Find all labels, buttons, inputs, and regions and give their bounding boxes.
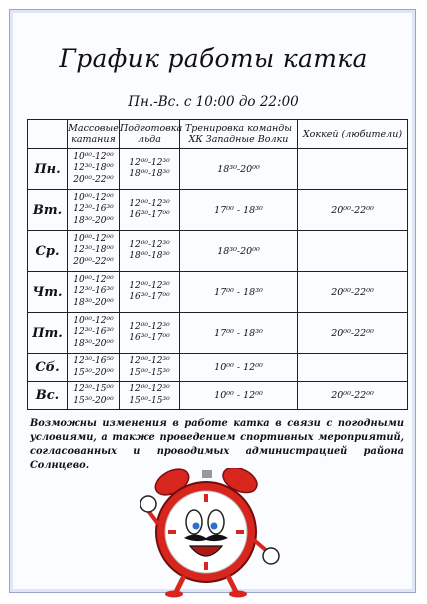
schedule-note: Возможны изменения в работе катка в связи с погодными условиями, а также проведением спортивных мероприятий, согласованных и проводимых администрацией района Солнцево. (30, 418, 404, 471)
day-label: Сб. (28, 354, 68, 382)
mass-skating-cell (68, 382, 120, 410)
ice-prep-cell (120, 272, 180, 313)
time-slot: 18⁰⁰-18³⁰ (129, 169, 170, 179)
schedule-row (28, 231, 408, 272)
time-slot: 18⁰⁰-18³⁰ (129, 251, 170, 261)
day-label: Чт. (28, 272, 68, 313)
time-slot: 18³⁰-20⁰⁰ (73, 215, 114, 226)
amateur-hockey-cell: 20⁰⁰-22⁰⁰ (298, 382, 408, 410)
header-mass-skating: Массовые катания (68, 120, 120, 149)
time-slot: 15³⁰-20⁰⁰ (73, 395, 114, 406)
ice-prep-cell (120, 354, 180, 382)
day-label: Ср. (28, 231, 68, 272)
time-slot: 15⁰⁰-15³⁰ (129, 395, 170, 406)
time-slot: 20⁰⁰-22⁰⁰ (73, 174, 114, 185)
day-label: Пт. (28, 313, 68, 354)
amateur-hockey-cell: 20⁰⁰-22⁰⁰ (298, 272, 408, 313)
day-label: Вс. (28, 382, 68, 410)
time-slot: 10⁰⁰-12⁰⁰ (73, 193, 114, 204)
schedule-table (27, 119, 408, 410)
time-slot: 12³⁰-16⁵⁰ (73, 356, 114, 367)
time-slot: 18³⁰-20⁰⁰ (73, 297, 114, 308)
mass-skating-cell (68, 354, 120, 382)
time-slot: 12⁰⁰-12³⁰ (129, 280, 170, 291)
mass-skating-cell (68, 272, 120, 313)
time-slot: 16³⁰-17⁰⁰ (129, 292, 170, 302)
time-slot: 12³⁰-16³⁰ (73, 204, 114, 215)
time-slot: 12⁰⁰-12³⁰ (129, 321, 170, 332)
schedule-row (28, 382, 408, 410)
time-slot: 12³⁰-18⁰⁰ (73, 245, 114, 256)
amateur-hockey-cell: 20⁰⁰-22⁰⁰ (298, 190, 408, 231)
ice-prep-cell (120, 382, 180, 410)
opening-hours: Пн.-Вс. с 10:00 до 22:00 (128, 94, 299, 110)
mass-skating-cell (68, 313, 120, 354)
schedule-row (28, 190, 408, 231)
time-slot: 12⁰⁰-12³⁰ (129, 239, 170, 250)
time-slot: 15⁰⁰-15³⁰ (129, 367, 170, 378)
ice-prep-cell (120, 190, 180, 231)
schedule-row (28, 313, 408, 354)
header-amateur-hockey: Хоккей (любители) (298, 120, 408, 149)
mass-skating-cell (68, 231, 120, 272)
time-slot: 18³⁰-20⁰⁰ (73, 338, 114, 349)
ice-prep-cell (120, 231, 180, 272)
time-slot: 10⁰⁰-12⁰⁰ (73, 234, 114, 245)
team-training-cell: 18³⁰-20⁰⁰ (180, 149, 298, 190)
time-slot: 16³⁰-17⁰⁰ (129, 333, 170, 343)
ice-prep-cell (120, 149, 180, 190)
header-row (28, 120, 408, 149)
time-slot: 12⁰⁰-12³⁰ (129, 384, 170, 395)
mass-skating-cell (68, 149, 120, 190)
team-training-cell: 17⁰⁰ - 18³⁰ (180, 313, 298, 354)
time-slot: 12⁰⁰-12³⁰ (129, 157, 170, 168)
time-slot: 12³⁰-16³⁰ (73, 286, 114, 297)
amateur-hockey-cell (298, 354, 408, 382)
schedule-body (28, 149, 408, 410)
amateur-hockey-cell (298, 149, 408, 190)
time-slot: 12³⁰-15⁰⁰ (73, 384, 114, 395)
ice-prep-cell (120, 313, 180, 354)
time-slot: 12⁰⁰-12³⁰ (129, 198, 170, 209)
time-slot: 15³⁰-20⁰⁰ (73, 367, 114, 378)
header-ice-prep: Подготовка льда (120, 120, 180, 149)
schedule-row (28, 354, 408, 382)
team-training-cell: 18³⁰-20⁰⁰ (180, 231, 298, 272)
time-slot: 10⁰⁰-12⁰⁰ (73, 275, 114, 286)
time-slot: 12³⁰-16³⁰ (73, 327, 114, 338)
time-slot: 16³⁰-17⁰⁰ (129, 210, 170, 220)
day-label: Пн. (28, 149, 68, 190)
amateur-hockey-cell (298, 231, 408, 272)
header-team-training: Тренировка команды ХК Западные Волки (180, 120, 298, 149)
team-training-cell: 10⁰⁰ - 12⁰⁰ (180, 382, 298, 410)
mass-skating-cell (68, 190, 120, 231)
schedule-row (28, 149, 408, 190)
amateur-hockey-cell: 20⁰⁰-22⁰⁰ (298, 313, 408, 354)
time-slot: 12⁰⁰-12³⁰ (129, 356, 170, 367)
page-title: График работы катка (59, 44, 368, 73)
team-training-cell: 10⁰⁰ - 12⁰⁰ (180, 354, 298, 382)
alarm-clock-mascot-icon (140, 468, 290, 598)
team-training-cell: 17⁰⁰ - 18³⁰ (180, 272, 298, 313)
time-slot: 10⁰⁰-12⁰⁰ (73, 152, 114, 163)
time-slot: 12³⁰-18⁰⁰ (73, 163, 114, 174)
schedule-row (28, 272, 408, 313)
time-slot: 10⁰⁰-12⁰⁰ (73, 316, 114, 327)
header-day (28, 120, 68, 149)
team-training-cell: 17⁰⁰ - 18³⁰ (180, 190, 298, 231)
day-label: Вт. (28, 190, 68, 231)
time-slot: 20⁰⁰-22⁰⁰ (73, 256, 114, 267)
